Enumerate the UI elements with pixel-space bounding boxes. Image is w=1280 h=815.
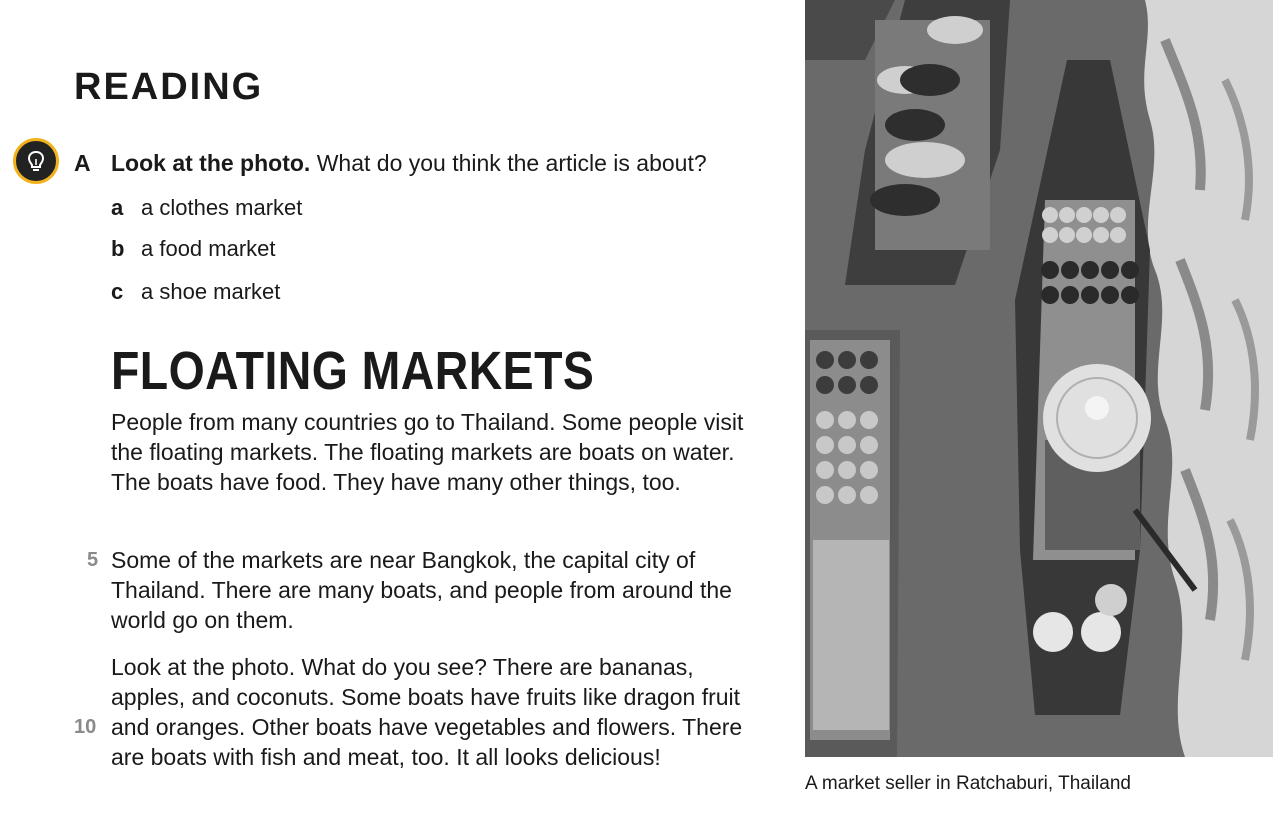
line-number-10: 10	[74, 716, 97, 738]
option-c[interactable]	[111, 279, 280, 305]
question-prompt-bold: Look at the photo.	[111, 150, 311, 176]
market-photo	[805, 0, 1273, 757]
article-paragraph-3: Look at the photo. What do you see? There are bananas, apples, and coconuts. Some boats have fruits like dragon fruit and oranges. Other boats have vegetables and flowers. There are boats with fish and meat, too. It all looks delicious!	[111, 654, 743, 770]
option-b[interactable]	[111, 236, 276, 262]
option-text: a food market	[141, 236, 276, 261]
option-text: a shoe market	[141, 279, 281, 304]
article-paragraph-2: Some of the markets are near Bangkok, the capital city of Thailand. There are many boats, and people from around the world go on them.	[111, 547, 732, 633]
option-text: a clothes market	[141, 195, 303, 220]
question-prompt	[111, 150, 707, 177]
option-letter: b	[111, 236, 125, 261]
section-heading: READING	[74, 66, 264, 108]
line-number-5: 5	[87, 549, 99, 571]
option-letter: c	[111, 279, 124, 304]
lightbulb-icon	[13, 138, 59, 184]
photo-caption: A market seller in Ratchaburi, Thailand	[805, 773, 1131, 794]
option-a[interactable]	[111, 195, 302, 221]
question-letter: A	[74, 150, 91, 176]
option-letter: a	[111, 195, 124, 220]
article-title: FLOATING MARKETS	[111, 341, 595, 401]
question-prompt-rest: What do you think the article is about?	[310, 150, 707, 176]
article-paragraph-1: People from many countries go to Thailand. Some people visit the floating markets. The floating markets are boats on water. The boats have food. They have many other things, too.	[111, 409, 744, 495]
